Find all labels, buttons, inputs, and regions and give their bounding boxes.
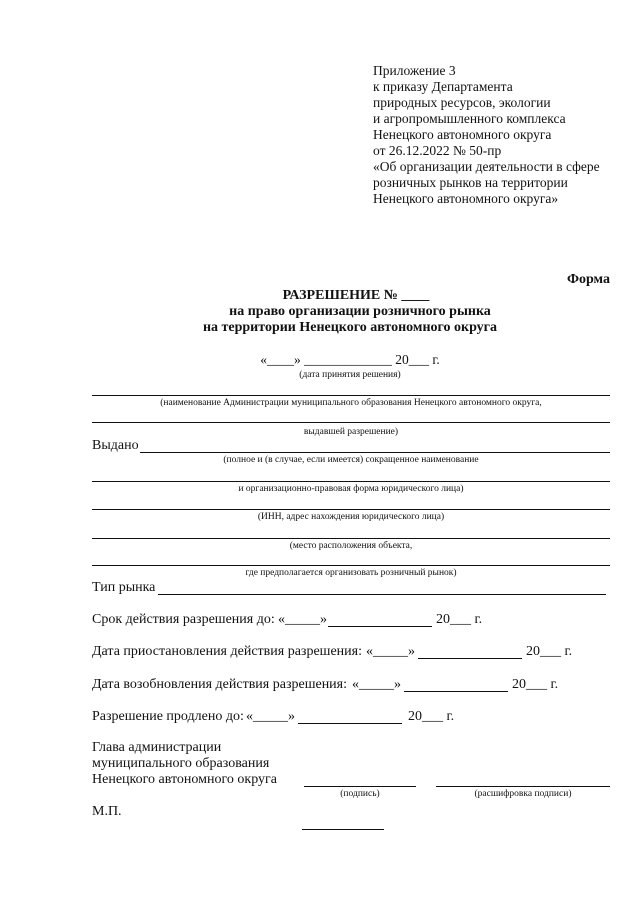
issued-org-line[interactable]	[92, 481, 610, 482]
permit-title: РАЗРЕШЕНИЕ № ____	[282, 288, 430, 303]
suspension-year-field[interactable]: 20___ г.	[526, 644, 573, 659]
extension-label: Разрешение продлено до:	[92, 709, 244, 724]
market-location-line[interactable]	[92, 565, 610, 566]
extension-month-line[interactable]	[298, 723, 402, 724]
admin-name-line[interactable]	[92, 395, 610, 396]
issued-caption-4: (место расположения объекта,	[289, 541, 413, 551]
suspension-day-field[interactable]: «_____»	[366, 644, 415, 659]
market-type-label: Тип рынка	[92, 580, 156, 595]
signature-caption: (подпись)	[340, 789, 380, 799]
signature-decode-line[interactable]	[436, 786, 610, 787]
permit-subtitle-1: на право организации розничного рынка	[229, 304, 491, 319]
issued-inn-line[interactable]	[92, 509, 610, 510]
admin-name-caption-2: выдавшей разрешение)	[303, 427, 399, 437]
signature-line[interactable]	[304, 786, 416, 787]
extension-day-field[interactable]: «_____»	[246, 709, 295, 724]
decision-date-field[interactable]: «____» _____________ 20___ г.	[260, 352, 440, 367]
issued-caption-2: и организационно-правовая форма юридического лица)	[238, 484, 464, 494]
appendix-line-7: «Об организации деятельности в сфере	[373, 159, 600, 174]
validity-year-field[interactable]: 20___ г.	[436, 612, 483, 627]
stamp-label: М.П.	[92, 804, 122, 819]
issued-label: Выдано	[92, 438, 139, 453]
signature-decode-caption: (расшифровка подписи)	[474, 789, 572, 799]
stamp-line[interactable]	[302, 829, 384, 830]
validity-day-field[interactable]: «_____»	[278, 612, 327, 627]
issued-caption-1: (полное и (в случае, если имеется) сокращенное наименование	[223, 455, 479, 465]
market-type-line[interactable]	[158, 594, 606, 595]
admin-name-caption: (наименование Администрации муниципального образования Ненецкого автономного округа,	[160, 398, 542, 408]
head-title-line-1: Глава администрации	[92, 740, 222, 755]
resumption-year-field[interactable]: 20___ г.	[512, 677, 559, 692]
issued-name-line[interactable]	[140, 452, 610, 453]
decision-date-caption: (дата принятия решения)	[299, 370, 401, 380]
extension-year-field[interactable]: 20___ г.	[408, 709, 455, 724]
suspension-label: Дата приостановления действия разрешения:	[92, 644, 362, 659]
appendix-line-6: от 26.12.2022 № 50-пр	[373, 143, 502, 158]
appendix-line-9: Ненецкого автономного округа»	[373, 191, 559, 206]
issued-caption-3: (ИНН, адрес нахождения юридического лица)	[257, 512, 445, 522]
form-label: Форма	[566, 272, 610, 287]
appendix-line-1: Приложение 3	[373, 63, 456, 78]
appendix-line-5: Ненецкого автономного округа	[373, 127, 552, 142]
resumption-label: Дата возобновления действия разрешения:	[92, 677, 348, 692]
issued-caption-5: где предполагается организовать розничный рынок)	[245, 568, 457, 578]
validity-label: Срок действия разрешения до:	[92, 612, 275, 627]
appendix-line-3: природных ресурсов, экологии	[373, 95, 551, 110]
resumption-day-field[interactable]: «_____»	[352, 677, 401, 692]
appendix-line-2: к приказу Департамента	[373, 79, 513, 94]
appendix-line-8: розничных рынков на территории	[373, 175, 568, 190]
permit-subtitle-2: на территории Ненецкого автономного округа	[202, 320, 498, 335]
head-title-line-2: муниципального образования	[92, 756, 270, 771]
head-title-line-3: Ненецкого автономного округа	[92, 772, 277, 787]
object-location-line[interactable]	[92, 538, 610, 539]
resumption-month-line[interactable]	[404, 691, 508, 692]
validity-month-line[interactable]	[328, 626, 432, 627]
admin-name-line-2[interactable]	[92, 422, 610, 423]
suspension-month-line[interactable]	[418, 658, 522, 659]
appendix-line-4: и агропромышленного комплекса	[373, 111, 566, 126]
